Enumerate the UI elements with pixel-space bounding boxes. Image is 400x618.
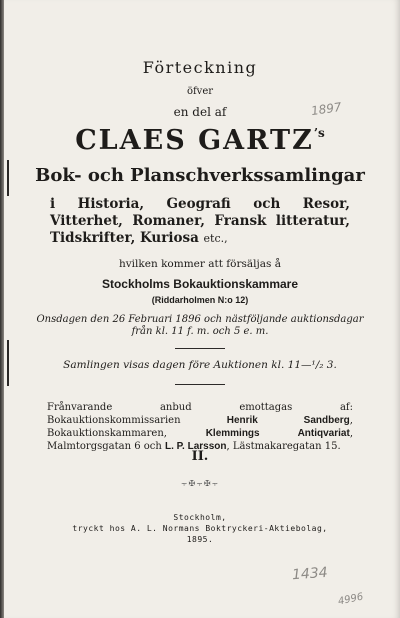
owner-suffix: ’s <box>313 126 325 140</box>
topics-etc: etc., <box>203 232 228 245</box>
bids-name-klemming: Klemmings Antiqvariat <box>205 428 350 439</box>
ofver-line: öfver <box>186 86 214 97</box>
auction-date-line2: från kl. 11 f. m. och 5 e. m. <box>131 326 269 337</box>
bids-place-1: , Bokauktionskammaren, <box>47 415 353 439</box>
auction-date <box>0 314 400 338</box>
bids-place-2: , Malmtorgsgatan 6 och <box>47 428 353 452</box>
divider <box>175 348 225 349</box>
document-title: Förteckning <box>142 58 258 77</box>
imprint <box>0 512 400 545</box>
bids-intro: Frånvarande anbud emottagas af: Bokauktionskommissarien <box>47 402 353 426</box>
ornament: ⸟✠⸟✠⸟ <box>180 479 220 488</box>
auction-house: Stockholms Bokauktionskammare <box>101 277 299 291</box>
bids-place-3: , Lästmakaregatan 15. <box>226 441 341 452</box>
bids-name-sandberg: Henrik Sandberg <box>226 415 350 426</box>
auction-date-line1: Onsdagen den 26 Februari 1896 och nästföljande auktionsdagar <box>36 314 364 325</box>
imprint-printer: tryckt hos A. L. Normans Boktryckeri-Aktiebolag, <box>72 524 328 533</box>
viewing-fraction: ¹/₂ <box>311 359 324 371</box>
bids-name-larsson: L. P. Larsson <box>164 441 227 452</box>
viewing-end: 3. <box>323 359 337 371</box>
imprint-year: 1895. <box>186 535 214 544</box>
owner-name <box>0 125 400 156</box>
sale-intro: hvilken kommer att försäljas å <box>118 258 282 270</box>
topics-text: i Historia, Geografi och Resor, Vitterhet, Romaner, Fransk litteratur, Tidskrifter, Kuriosa <box>50 196 350 246</box>
part-number: II. <box>191 449 209 464</box>
pencil-note: 4996 <box>337 591 365 608</box>
imprint-city: Stockholm, <box>173 513 227 522</box>
viewing-line <box>0 359 400 371</box>
divider <box>175 384 225 385</box>
owner-text: CLAES GARTZ <box>75 125 314 156</box>
bids-paragraph <box>47 401 353 453</box>
pencil-note: 1434 <box>291 564 329 584</box>
viewing-text: Samlingen visas dagen före Auktionen kl. 11— <box>63 359 312 371</box>
auction-address: (Riddarholmen N:o 12) <box>151 295 249 305</box>
en-del-af-line: en del af <box>173 105 227 119</box>
topics-paragraph <box>50 196 350 247</box>
collection-title: Bok- och Planschverkssamlingar <box>35 165 365 186</box>
pencil-note: 1897 <box>310 99 343 119</box>
